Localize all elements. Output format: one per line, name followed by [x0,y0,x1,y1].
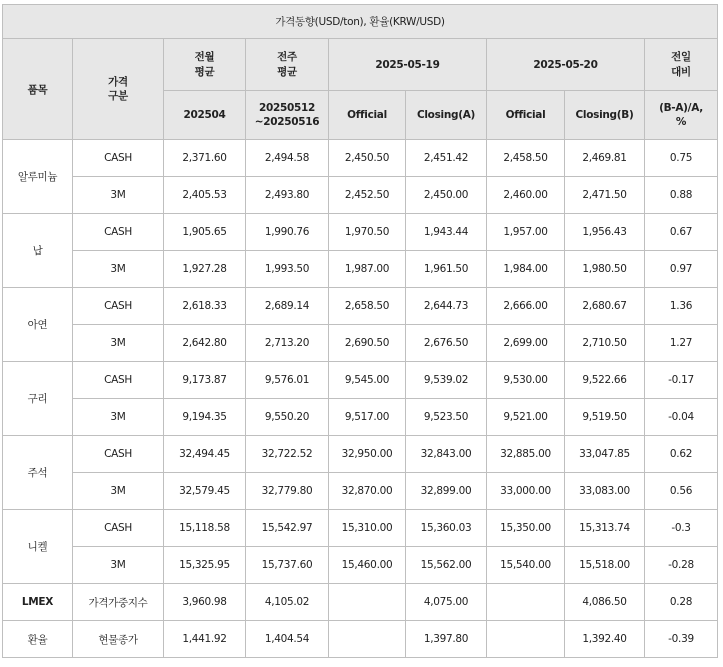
header-prev-week-period: 20250512 ~20250516 [246,91,329,140]
price-type-cell: 3M [73,399,164,436]
value-cell-change: 1.27 [645,325,718,362]
value-cell-close-b: 1,956.43 [565,214,645,251]
header-official-1: Official [329,91,406,140]
header-official-2: Official [487,91,565,140]
value-cell-off2: 2,666.00 [487,288,565,325]
value-cell-close-b: 2,471.50 [565,177,645,214]
value-cell-prev-week: 15,737.60 [246,547,329,584]
item-name-cell: 니켈 [3,510,73,584]
value-cell-change: 0.56 [645,473,718,510]
table-row [3,177,718,214]
value-cell-off2: 2,460.00 [487,177,565,214]
value-cell-prev-month: 15,325.95 [164,547,246,584]
value-cell-close-b: 2,469.81 [565,140,645,177]
header-prev-week-avg: 전주 평균 [246,39,329,91]
value-cell-off2: 9,521.00 [487,399,565,436]
value-cell-close-a: 1,943.44 [406,214,487,251]
value-cell-prev-week: 2,494.58 [246,140,329,177]
value-cell-off1: 9,545.00 [329,362,406,399]
value-cell-off1: 2,452.50 [329,177,406,214]
value-cell-prev-week: 2,493.80 [246,177,329,214]
table-row [3,251,718,288]
value-cell-change: -0.39 [645,621,718,658]
price-type-cell: CASH [73,436,164,473]
value-cell-change: -0.3 [645,510,718,547]
price-type-cell: 3M [73,547,164,584]
value-cell-prev-month: 15,118.58 [164,510,246,547]
value-cell-off1: 2,450.50 [329,140,406,177]
value-cell-close-b: 15,518.00 [565,547,645,584]
table-row [3,288,718,325]
value-cell-prev-month: 2,642.80 [164,325,246,362]
table-title: 가격동향(USD/ton), 환율(KRW/USD) [3,5,718,39]
value-cell-close-a: 1,397.80 [406,621,487,658]
value-cell-off1: 15,310.00 [329,510,406,547]
price-type-cell: CASH [73,214,164,251]
value-cell-prev-month: 1,905.65 [164,214,246,251]
value-cell-off2: 1,984.00 [487,251,565,288]
header-price-type: 가격 구분 [73,39,164,140]
value-cell-close-a: 32,899.00 [406,473,487,510]
value-cell-change: 0.88 [645,177,718,214]
price-type-cell: 3M [73,251,164,288]
value-cell-close-b: 9,519.50 [565,399,645,436]
item-name-cell: 알루미늄 [3,140,73,214]
value-cell-change: 0.62 [645,436,718,473]
item-name-cell: 구리 [3,362,73,436]
value-cell-prev-month: 2,405.53 [164,177,246,214]
header-change: 전일 대비 [645,39,718,91]
value-cell-off2: 15,350.00 [487,510,565,547]
table-row [3,214,718,251]
value-cell-off1: 32,870.00 [329,473,406,510]
value-cell-close-a: 2,451.42 [406,140,487,177]
value-cell-off2 [487,621,565,658]
value-cell-prev-week: 9,550.20 [246,399,329,436]
value-cell-prev-week: 9,576.01 [246,362,329,399]
table-row [3,584,718,621]
value-cell-close-b: 1,980.50 [565,251,645,288]
value-cell-off1: 1,987.00 [329,251,406,288]
header-item: 품목 [3,39,73,140]
table-row [3,362,718,399]
value-cell-close-b: 4,086.50 [565,584,645,621]
value-cell-off2 [487,584,565,621]
value-cell-off2: 9,530.00 [487,362,565,399]
value-cell-close-a: 15,360.03 [406,510,487,547]
table-row [3,436,718,473]
value-cell-change: 0.28 [645,584,718,621]
value-cell-change: 0.67 [645,214,718,251]
price-type-cell: 3M [73,473,164,510]
value-cell-off1: 2,690.50 [329,325,406,362]
price-type-cell: 가격가중지수 [73,584,164,621]
value-cell-close-a: 9,539.02 [406,362,487,399]
value-cell-off1: 1,970.50 [329,214,406,251]
value-cell-close-a: 2,676.50 [406,325,487,362]
price-type-cell: CASH [73,288,164,325]
value-cell-close-a: 4,075.00 [406,584,487,621]
item-name-cell: LMEX [3,584,73,621]
value-cell-close-b: 9,522.66 [565,362,645,399]
value-cell-close-a: 15,562.00 [406,547,487,584]
value-cell-change: 0.97 [645,251,718,288]
price-type-cell: 3M [73,177,164,214]
price-trend-table [2,4,718,658]
value-cell-off1: 32,950.00 [329,436,406,473]
value-cell-prev-week: 1,993.50 [246,251,329,288]
table-row [3,621,718,658]
header-closing-b: Closing(B) [565,91,645,140]
price-type-cell: CASH [73,510,164,547]
price-type-cell: CASH [73,140,164,177]
header-closing-a: Closing(A) [406,91,487,140]
value-cell-prev-week: 2,713.20 [246,325,329,362]
value-cell-close-b: 1,392.40 [565,621,645,658]
value-cell-prev-month: 2,618.33 [164,288,246,325]
item-name-cell: 납 [3,214,73,288]
value-cell-prev-week: 4,105.02 [246,584,329,621]
value-cell-off2: 1,957.00 [487,214,565,251]
header-prev-month-avg: 전월 평균 [164,39,246,91]
value-cell-change: -0.04 [645,399,718,436]
header-prev-month-period: 202504 [164,91,246,140]
value-cell-prev-week: 32,722.52 [246,436,329,473]
value-cell-off2: 2,699.00 [487,325,565,362]
price-type-cell: 현물종가 [73,621,164,658]
value-cell-prev-week: 1,990.76 [246,214,329,251]
value-cell-change: 0.75 [645,140,718,177]
price-type-cell: CASH [73,362,164,399]
value-cell-close-b: 33,047.85 [565,436,645,473]
table-row [3,140,718,177]
value-cell-off2: 2,458.50 [487,140,565,177]
value-cell-prev-month: 3,960.98 [164,584,246,621]
header-date2: 2025-05-20 [487,39,645,91]
value-cell-close-b: 2,680.67 [565,288,645,325]
value-cell-close-a: 2,644.73 [406,288,487,325]
value-cell-prev-month: 9,173.87 [164,362,246,399]
table-row [3,547,718,584]
table-row [3,399,718,436]
value-cell-prev-month: 1,441.92 [164,621,246,658]
value-cell-close-b: 33,083.00 [565,473,645,510]
value-cell-prev-week: 15,542.97 [246,510,329,547]
value-cell-close-b: 2,710.50 [565,325,645,362]
value-cell-prev-month: 1,927.28 [164,251,246,288]
value-cell-prev-week: 32,779.80 [246,473,329,510]
price-type-cell: 3M [73,325,164,362]
value-cell-close-a: 1,961.50 [406,251,487,288]
item-name-cell: 아연 [3,288,73,362]
table-row [3,510,718,547]
table-row [3,325,718,362]
value-cell-prev-week: 2,689.14 [246,288,329,325]
value-cell-close-a: 9,523.50 [406,399,487,436]
value-cell-prev-month: 32,494.45 [164,436,246,473]
value-cell-change: -0.28 [645,547,718,584]
value-cell-off2: 32,885.00 [487,436,565,473]
value-cell-prev-month: 2,371.60 [164,140,246,177]
value-cell-off1 [329,584,406,621]
header-change-formula: (B-A)/A, % [645,91,718,140]
value-cell-off1 [329,621,406,658]
header-date1: 2025-05-19 [329,39,487,91]
value-cell-off2: 15,540.00 [487,547,565,584]
value-cell-close-a: 2,450.00 [406,177,487,214]
value-cell-prev-week: 1,404.54 [246,621,329,658]
value-cell-off1: 9,517.00 [329,399,406,436]
item-name-cell: 주석 [3,436,73,510]
value-cell-off1: 15,460.00 [329,547,406,584]
value-cell-off2: 33,000.00 [487,473,565,510]
value-cell-change: -0.17 [645,362,718,399]
item-name-cell: 환율 [3,621,73,658]
table-row [3,473,718,510]
value-cell-prev-month: 32,579.45 [164,473,246,510]
value-cell-change: 1.36 [645,288,718,325]
value-cell-close-b: 15,313.74 [565,510,645,547]
value-cell-off1: 2,658.50 [329,288,406,325]
value-cell-prev-month: 9,194.35 [164,399,246,436]
value-cell-close-a: 32,843.00 [406,436,487,473]
